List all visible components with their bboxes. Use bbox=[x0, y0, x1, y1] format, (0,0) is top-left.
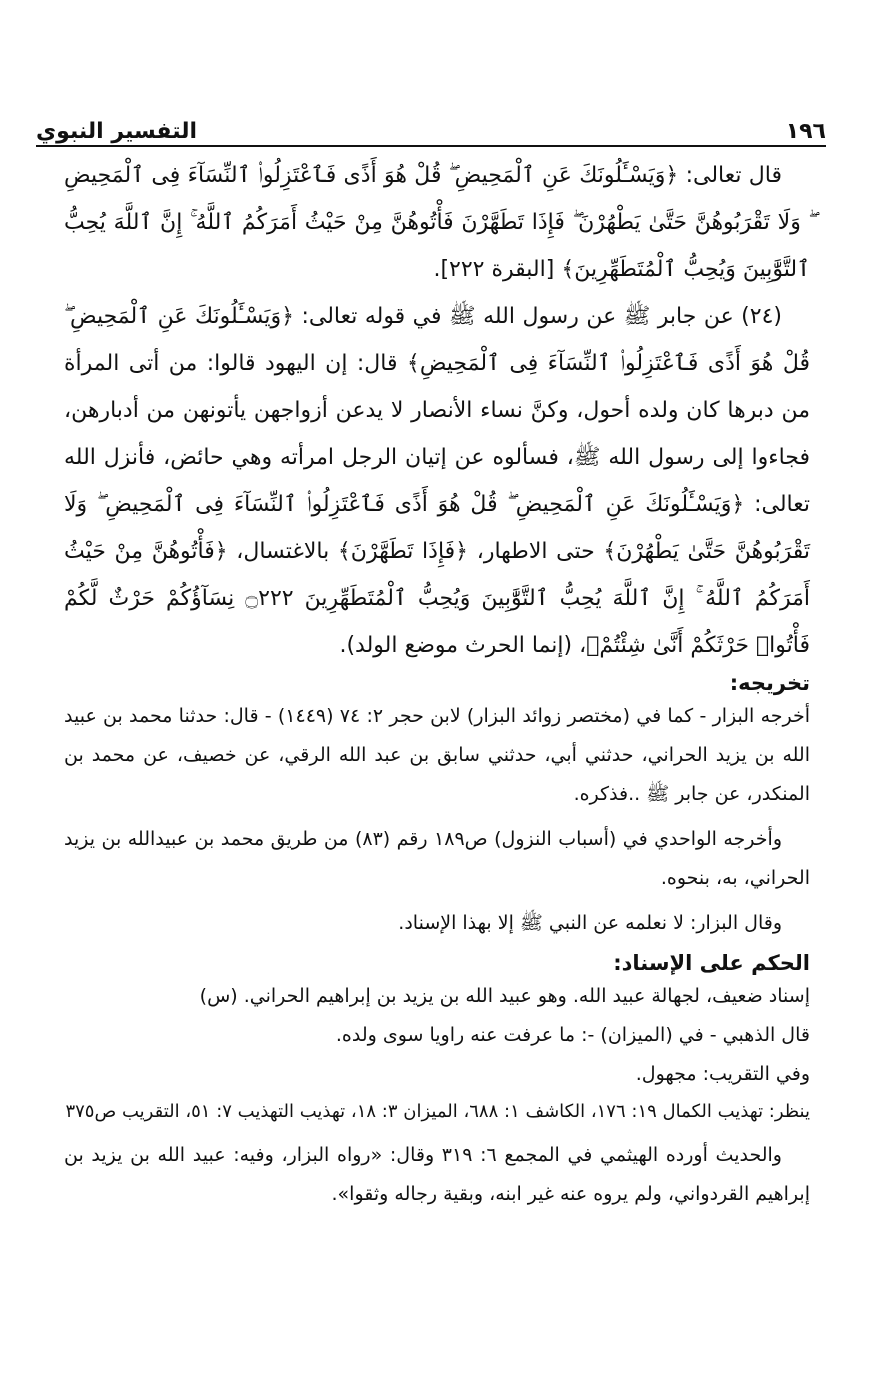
running-title: التفسير النبوي bbox=[36, 119, 198, 144]
hukm-heading: الحكم على الإسناد: bbox=[613, 951, 810, 975]
page-body bbox=[64, 152, 810, 1214]
hukm-paragraph-1: إسناد ضعيف، لجهالة عبيد الله. وهو عبيد الله بن يزيد بن إبراهيم الحراني. (س) bbox=[199, 985, 810, 1007]
takhrij-paragraph-2: وأخرجه الواحدي في (أسباب النزول) ص١٨٩ رقم (٨٣) من طريق محمد بن عبيدالله بن يزيد الحراني، به، بنحوه. bbox=[64, 828, 810, 889]
page-number: ١٩٦ bbox=[785, 119, 826, 144]
takhrij-paragraph-1: أخرجه البزار - كما في (مختصر زوائد البزار) لابن حجر ٢: ٧٤ (١٤٤٩) - قال: حدثنا محمد بن عبيد الله بن يزيد الحراني، حدثني أبي، حدثني سابق بن عبد الله الرقي، عن خصيف، عن محمد بن المنكدر، عن جابر ﷺ ..فذكره. bbox=[64, 705, 811, 805]
takhrij-paragraph-3: وقال البزار: لا نعلمه عن النبي ﷺ إلا بهذا الإسناد. bbox=[398, 912, 782, 934]
verse-paragraph: قال تعالى: ﴿وَيَسْـَٔلُونَكَ عَنِ ٱلْمَحِيضِ ۖ قُلْ هُوَ أَذًى فَٱعْتَزِلُوا۟ ٱلنِّسَآءَ فِى ٱلْمَحِيضِ ۖ وَلَا تَقْرَبُوهُنَّ حَتَّىٰ يَطْهُرْنَ ۖ فَإِذَا تَطَهَّرْنَ فَأْتُوهُنَّ مِنْ حَيْثُ أَمَرَكُمُ ٱللَّهُ ۚ إِنَّ ٱللَّهَ يُحِبُّ ٱلتَّوَّٰبِينَ وَيُحِبُّ ٱلْمُتَطَهِّرِينَ﴾ [البقرة ٢٢٢]. bbox=[64, 163, 810, 282]
page-header bbox=[36, 112, 826, 144]
references-note: ينظر: تهذيب الكمال ١٩: ١٧٦، الكاشف ١: ٦٨٨، الميزان ٣: ١٨، تهذيب التهذيب ٧: ٥١، التقريب ص٣٧٥ bbox=[65, 1101, 810, 1122]
hukm-paragraph-2: قال الذهبي - في (الميزان) -: ما عرفت عنه راويا سوى ولده. bbox=[335, 1024, 810, 1046]
takhrij-heading: تخريجه: bbox=[729, 671, 810, 695]
header-rule bbox=[36, 145, 826, 147]
hadith-paragraph: (٢٤) عن جابر ﷺ عن رسول الله ﷺ في قوله تعالى: ﴿وَيَسْـَٔلُونَكَ عَنِ ٱلْمَحِيضِ ۖ قُلْ هُوَ أَذًى فَٱعْتَزِلُوا۟ ٱلنِّسَآءَ فِى ٱلْمَحِيضِ﴾ قال: إن اليهود قالوا: من أتى المرأة من دبرها كان ولده أحول، وكنَّ نساء الأنصار لا يدعن أزواجهن يأتونهن من أدبارهن، فجاءوا إلى رسول الله ﷺ، فسألوه عن إتيان الرجل امرأته وهي حائض، فأنزل الله تعالى: ﴿وَيَسْـَٔلُونَكَ عَنِ ٱلْمَحِيضِ ۖ قُلْ هُوَ أَذًى فَٱعْتَزِلُوا۟ ٱلنِّسَآءَ فِى ٱلْمَحِيضِ ۖ وَلَا تَقْرَبُوهُنَّ حَتَّىٰ يَطْهُرْنَ﴾ حتى الاطهار، ﴿فَإِذَا تَطَهَّرْنَ﴾ بالاغتسال، ﴿فَأْتُوهُنَّ مِنْ حَيْثُ أَمَرَكُمُ ٱللَّهُ ۚ إِنَّ ٱللَّهَ يُحِبُّ ٱلتَّوَّٰبِينَ وَيُحِبُّ ٱلْمُتَطَهِّرِينَ ۝٢٢٢ نِسَآؤُكُمْ حَرْثٌ لَّكُمْ فَأْتُوا۟ حَرْثَكُمْ أَنَّىٰ شِئْتُمْ﴾، (إنما الحرث موضع الولد). bbox=[64, 304, 810, 658]
hukm-paragraph-4: والحديث أورده الهيثمي في المجمع ٦: ٣١٩ وقال: «رواه البزار، وفيه: عبيد الله بن يزيد بن إبراهيم القردواني، ولم يروه عنه غير ابنه، وبقية رجاله وثقوا». bbox=[64, 1144, 810, 1205]
hukm-paragraph-3: وفي التقريب: مجهول. bbox=[635, 1063, 810, 1085]
